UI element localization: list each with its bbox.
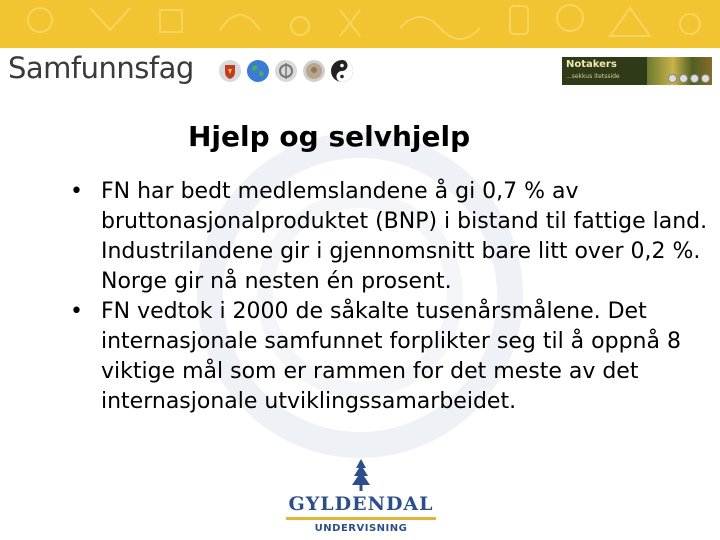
notakers-mini-icons [668,74,710,83]
bullet-item [70,297,710,417]
notakers-logo [562,57,647,85]
slide-title: Hjelp og selvhjelp [188,120,471,153]
notakers-photo [647,57,712,85]
publisher-logo [286,459,436,534]
yin-yang-icon [330,59,354,83]
mini-icon [679,74,688,83]
header-bar [0,48,720,96]
bullet-marker: • [70,179,83,204]
bullet-list [70,177,710,417]
tree-icon [350,459,372,491]
mini-icon [701,74,710,83]
publisher-name: GYLDENDAL [288,493,434,515]
globe-icon [246,59,270,83]
bullet-text: FN vedtok i 2000 de såkalte tusenårsmålene. Det internasjonale samfunnet forplikter seg til å oppnå 8 viktige mål som er rammen for det meste av det internasjonale utviklingssamarbeidet. [101,299,681,414]
notakers-banner[interactable] [562,57,712,85]
notakers-tagline: ...sekkus itetsside [566,73,620,80]
bullet-marker: • [70,299,83,324]
mini-icon [668,74,677,83]
doodle-pattern [0,0,720,48]
coin-icon [302,59,326,83]
publisher-underline [286,517,436,520]
brand-title: Samfunnsfag [8,51,194,85]
mini-icon [690,74,699,83]
top-decorative-band [0,0,720,48]
scale-icon [274,59,298,83]
notakers-name: Notakers [566,59,617,70]
subject-icons [218,59,354,83]
bullet-item [70,177,710,297]
bullet-text: FN har bedt medlemslandene å gi 0,7 % av bruttonasjonalproduktet (BNP) i bistand til fattige land. Industrilandene gir i gjennomsnitt bare litt over 0,2 %. Norge gir nå nesten én prosent. [101,179,708,294]
coat-of-arms-icon [218,59,242,83]
publisher-subtitle: UNDERVISNING [314,523,408,534]
